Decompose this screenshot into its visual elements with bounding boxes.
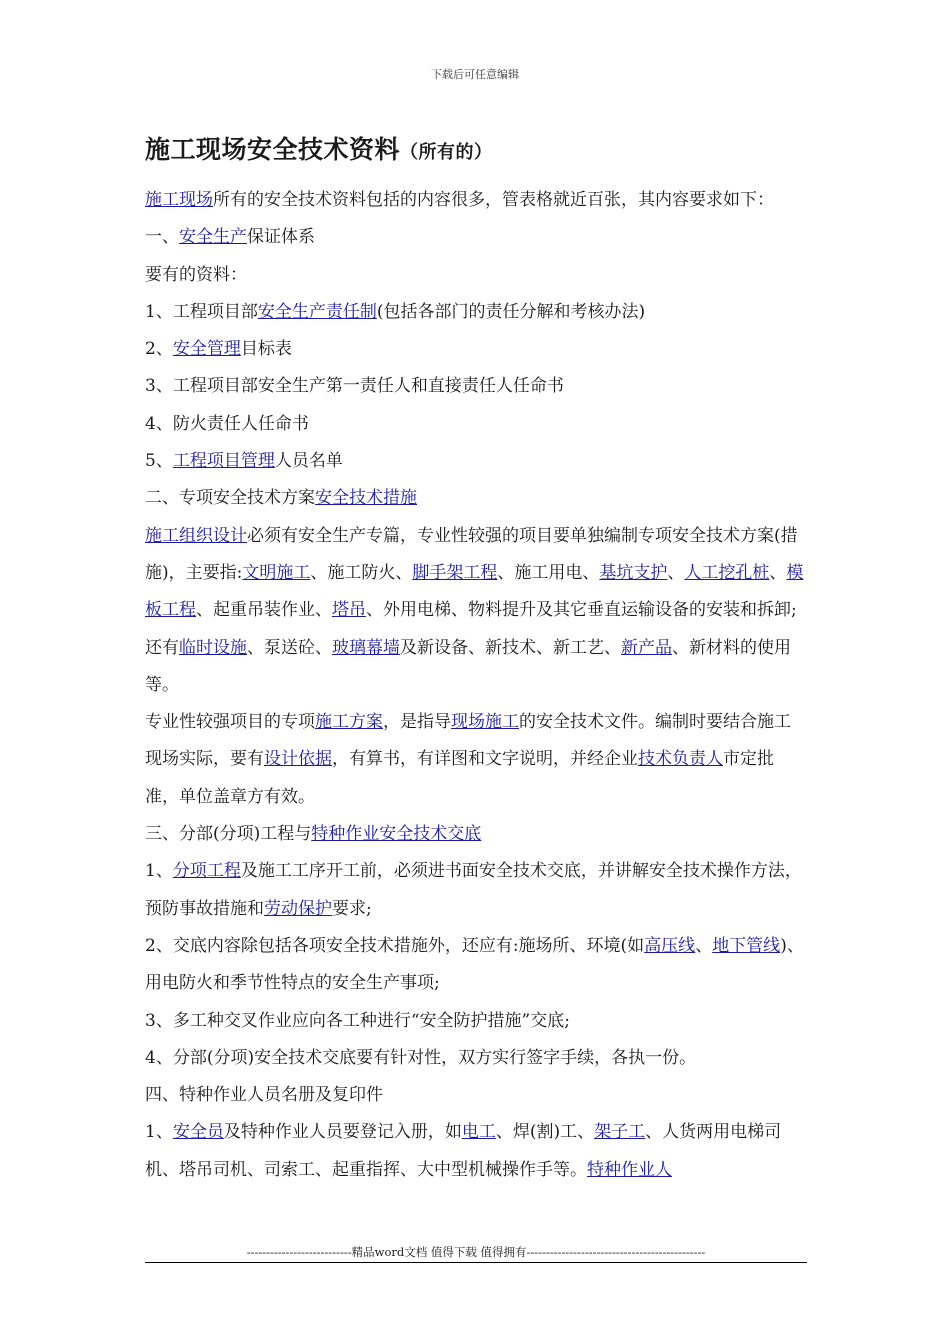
paragraph-text: 三、分部(分项)工程与 [145,824,312,845]
paragraph [145,1040,807,1077]
inline-link[interactable]: 分项工程 [172,861,241,882]
paragraph-text: 1、 [145,861,173,882]
paragraph-text: 及特种作业人员要登记入册，如 [223,1122,462,1143]
paragraph-text: 必须有安全生产专篇，专业性较强的项目要单独编制专项安全技术方案(措施)，主要指: [145,525,798,583]
paragraph [145,704,807,816]
paragraph-text: 5、 [145,451,173,472]
inline-link[interactable]: 文明施工 [242,562,311,583]
inline-link[interactable]: 新产品 [621,637,672,658]
paragraph-text: 及新设备、新技术、新工艺、 [400,637,621,658]
paragraph [145,1003,807,1040]
inline-link[interactable]: 安全生产 [179,227,247,248]
footer-note: ---------------------------精品word文档 值得下载 值得拥有---------------------------------------------- [246,1245,706,1259]
paragraph-text: 、焊(割)工、 [495,1122,595,1143]
document-body [145,182,807,1189]
paragraph [145,480,807,517]
inline-link[interactable]: 地下管线 [712,935,781,956]
inline-link[interactable]: 劳动保护 [264,898,332,919]
inline-link[interactable]: 安全生产责任制 [257,301,377,322]
paragraph-text: 保证体系 [247,227,315,248]
paragraph-text: 4、防火责任人任命书 [145,413,309,434]
paragraph [145,294,807,331]
inline-link[interactable]: 高压线 [644,935,696,956]
inline-link[interactable]: 基坑支护 [599,562,668,583]
inline-link[interactable]: 施工组织设计 [145,525,247,546]
paragraph-text: 及施工工序开工前，必须进书面安全技术交底，并讲解安全技术操作方法，预防事故措施和 [145,861,802,919]
footer-divider [145,1262,807,1263]
paragraph [145,182,807,219]
title-main: 施工现场安全技术资料 [145,135,401,164]
inline-link[interactable]: 特种作业人 [587,1159,672,1180]
paragraph-text: 、泵送砼、 [247,637,332,658]
inline-link[interactable]: 电工 [461,1122,496,1143]
inline-link[interactable]: 架子工 [594,1122,646,1143]
paragraph-text: 、 [667,562,685,583]
paragraph [145,219,807,256]
inline-link[interactable]: 施工现场 [145,190,213,210]
paragraph-text: 人员名单 [274,451,343,472]
inline-link[interactable]: 安全技术措施 [315,488,417,509]
paragraph-text: 二、专项安全技术方案 [145,488,315,509]
inline-link[interactable]: 技术负责人 [638,749,723,770]
inline-link[interactable]: 临时设施 [179,637,247,658]
paragraph [145,518,807,704]
paragraph-text: 、人货两用电梯司机、塔吊司机、司索工、起重指挥、大中型机械操作手等。 [145,1122,782,1180]
paragraph-text: 3、工程项目部安全生产第一责任人和直接责任人任命书 [145,376,564,397]
paragraph-text: 、施工用电、 [497,562,600,583]
inline-link[interactable]: 塔吊 [332,600,366,621]
paragraph-text: 1、 [145,1122,173,1143]
inline-link[interactable]: 施工方案 [315,712,383,733]
paragraph-text: 3、多工种交叉作业应向各工种进行“安全防护措施”交底; [145,1010,570,1031]
paragraph-text: (包括各部门的责任分解和考核办法) [376,301,646,322]
paragraph [145,816,807,853]
paragraph-text: 的安全技术文件。编制时要结合施工现场实际，要有 [145,712,791,770]
inline-link[interactable]: 安全员 [172,1122,224,1143]
paragraph [145,368,807,405]
paragraph-text: 2、 [145,339,173,360]
paragraph [145,406,807,443]
paragraph-text: 4、分部(分项)安全技术交底要有针对性，双方实行签字手续，各执一份。 [145,1047,697,1068]
inline-link[interactable]: 特种作业安全技术交底 [311,824,482,845]
paragraph-text: 要有的资料： [145,264,247,285]
paragraph [145,257,807,294]
paragraph-text: 2、交底内容除包括各项安全技术措施外，还应有:施场所、环境(如 [145,935,645,956]
paragraph-text: )、用电防火和季节性特点的安全生产事项; [145,935,804,994]
paragraph-text: 、新材料的使用等。 [145,637,791,695]
paragraph-text: 市定批准，单位盖章方有效。 [145,749,774,807]
inline-link[interactable]: 玻璃幕墙 [332,637,400,658]
inline-link[interactable]: 设计依据 [264,749,332,770]
inline-link[interactable]: 模板工程 [145,562,804,621]
paragraph-text: 、起重吊装作业、 [196,600,332,621]
paragraph-text: ，是指导 [383,712,451,733]
paragraph-text: 四、特种作业人员名册及复印件 [145,1085,383,1106]
header-note: 下载后可任意编辑 [431,68,519,81]
paragraph-text: ，有算书，有详图和文字说明，并经企业 [332,749,638,770]
paragraph-text: 所有的安全技术资料包括的内容很多，管表格就近百张，其内容要求如下： [213,190,774,210]
paragraph [145,331,807,368]
paragraph [145,443,807,480]
page-title [145,130,493,166]
paragraph-text: 目标表 [240,339,292,360]
inline-link[interactable]: 现场施工 [451,712,519,733]
paragraph [145,928,807,1003]
inline-link[interactable]: 安全管理 [172,339,241,360]
paragraph-text: 一、 [145,227,179,248]
paragraph [145,1077,807,1114]
paragraph-text: 、施工防火、 [310,562,413,583]
paragraph-text: 、 [769,562,787,583]
paragraph [145,1114,807,1189]
inline-link[interactable]: 工程项目管理 [172,451,275,472]
inline-link[interactable]: 人工挖孔桩 [684,562,770,583]
paragraph-text: 、 [695,935,713,956]
inline-link[interactable]: 脚手架工程 [412,562,498,583]
paragraph-text: 1、工程项目部 [145,301,258,322]
paragraph [145,853,807,928]
paragraph-text: 、外用电梯、物料提升及其它垂直运输设备的安装和拆卸;还有 [145,600,797,658]
paragraph-text: 专业性较强项目的专项 [145,712,315,733]
title-sub: （所有的） [400,142,493,163]
paragraph-text: 要求; [332,898,372,919]
